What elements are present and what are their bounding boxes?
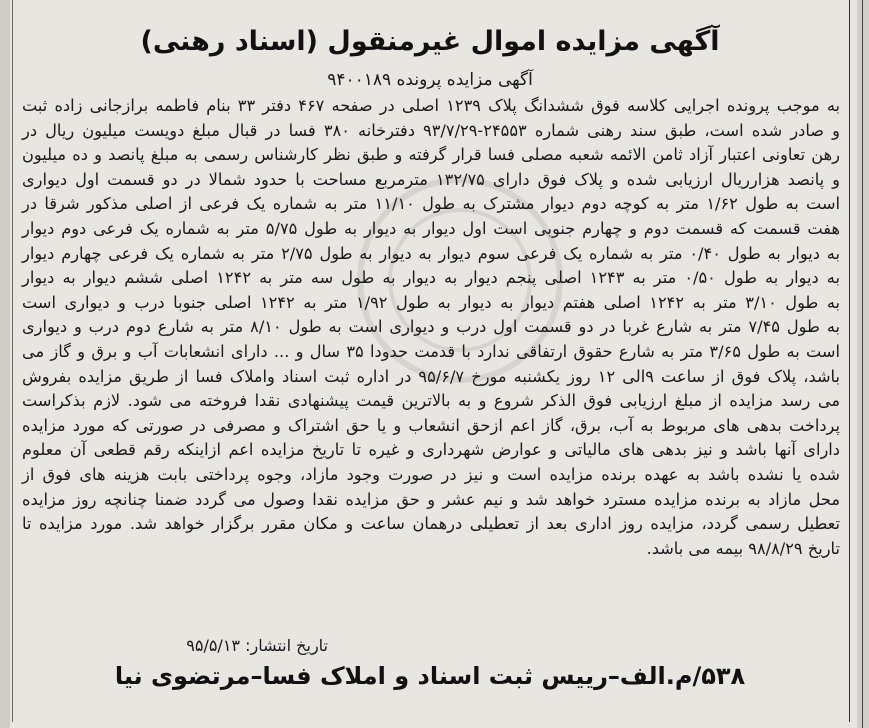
- notice-title: آگهی مزایده اموال غیرمنقول (اسناد رهنی): [140, 26, 720, 57]
- body-line: است به طول ۳/۶۵ متر به شارع حقوق ارتفاقی ندارد با قدمت حدودا ۳۵ سال و ... دارای انشعابات آب و برق و گاز می: [22, 341, 840, 361]
- body-line: به دیوار به طول ۰/۵۰ متر به ۱۲۴۳ اصلی پنجم دیوار به دیوار به طول سه متر به ۱۲۴۲ اصلی ششم دیوار به دیوار: [22, 268, 840, 288]
- body-line: و صادر شده است، طبق سند رهنی شماره ۲۴۵۵۳-۹۳/۷/۲۹ دفترخانه ۳۸۰ فسا در قبال مبلغ دویست میلیون ریال در: [22, 120, 840, 140]
- file-number: آگهی مزایده پرونده ۹۴۰۰۱۸۹: [327, 70, 533, 90]
- publish-date: تاریخ انتشار: ۹۵/۵/۱۳: [186, 636, 328, 655]
- body-line: هفت قسمت که قسمت دوم و چهارم جنوبی است اول دیوار به دیوار به طول ۵/۷۵ متر به شماره یک فرعی دوم دیوار: [22, 218, 840, 238]
- body-line: رهن تعاونی اعتبار آزاد ثامن الائمه شعبه مصلی فسا قرار گرفته و طبق نظر کارشناس رسمی به مبلغ پانصد و ده میلیون: [22, 145, 840, 165]
- body-line: می رسد مزایده از مبلغ ارزیابی فوق الذکر شروع و به بالاترین قیمت پیشنهادی نقدا فروخته می شود. لازم بذکراست: [22, 391, 840, 411]
- body-line: شده یا نشده باشد به عهده برنده مزایده است و نیز در صورت وجود مازاد، وجوه پرداختی بابت هزینه های فوق از: [22, 464, 840, 484]
- page-margin: [857, 0, 869, 728]
- notice-body: [22, 94, 840, 561]
- body-line: به دیوار به طول ۰/۴۰ متر به شماره یک فرعی سوم دیوار به دیوار به طول ۲/۷۵ متر به شماره یک فرعی چهارم دیوار: [22, 243, 840, 263]
- body-line: به طول ۳/۱۰ متر به ۱۲۴۲ اصلی هفتم دیوار به دیوار به طول ۱/۹۲ متر به ۱۲۴۲ اصلی جنوبا درب و دیواری است: [22, 292, 841, 312]
- column-rule: [862, 0, 863, 728]
- body-line: تعطیل رسمی گردد، مزایده روز اداری بعد از تعطیلی درهمان ساعت و مکان مقرر برگزار خواهد شد. مورد مزایده تا: [22, 514, 840, 534]
- body-line: است به طول ۱/۶۲ متر به کوچه دوم دیوار مشترک به طول ۱۱/۱۰ متر به شماره یک فرعی از اصلی مذکور شرقا در: [22, 194, 841, 214]
- body-line: باشد، پلاک فوق از ساعت ۹الی ۱۲ روز یکشنبه مورخ ۹۵/۶/۷ در اداره ثبت اسناد واملاک فسا از طریق مزایده بفروش: [22, 366, 840, 386]
- signature-line: ۵۳۸/م.الف–رییس ثبت اسناد و املاک فسا–مرتضوی نیا: [114, 662, 746, 690]
- body-line: و پانصد هزارریال ارزیابی شده و پلاک فوق دارای ۱۳۲/۷۵ مترمربع مساحت با حدود شمالا در دو قسمت اول دیواری: [22, 169, 840, 189]
- body-line: به طول ۷/۴۵ متر به شارع غربا در دو قسمت اول درب و دیواری است به طول ۸/۱۰ متر به شارع دوم درب و دیواری: [22, 317, 841, 337]
- body-line: به موجب پرونده اجرایی کلاسه فوق ششدانگ پلاک ۱۲۳۹ اصلی در صفحه ۴۶۷ دفتر ۳۳ بنام فاطمه برازجانی زاده ثبت: [22, 96, 841, 115]
- body-line: محل مازاد به برنده مزایده مسترد خواهد شد و نیم عشر و حق مزایده نقدا وصول می گردد ضمنا چنانچه روز مزایده: [22, 489, 840, 509]
- body-line: تاریخ ۹۸/۸/۲۹ بیمه می باشد.: [646, 538, 840, 558]
- body-line: پرداخت بدهی های مربوط به آب، برق، گاز اعم ازحق انشعاب و یا حق اشتراک و مصرفی در صورتی که مورد مزایده: [22, 415, 840, 435]
- adjacent-column-edge: [0, 0, 10, 728]
- body-line: دارای آنها باشد و نیز بدهی های مالیاتی و عوارض شهرداری و غیره تا تاریخ مزایده اعم ازاینکه رقم قطعی آن معلوم: [22, 440, 840, 460]
